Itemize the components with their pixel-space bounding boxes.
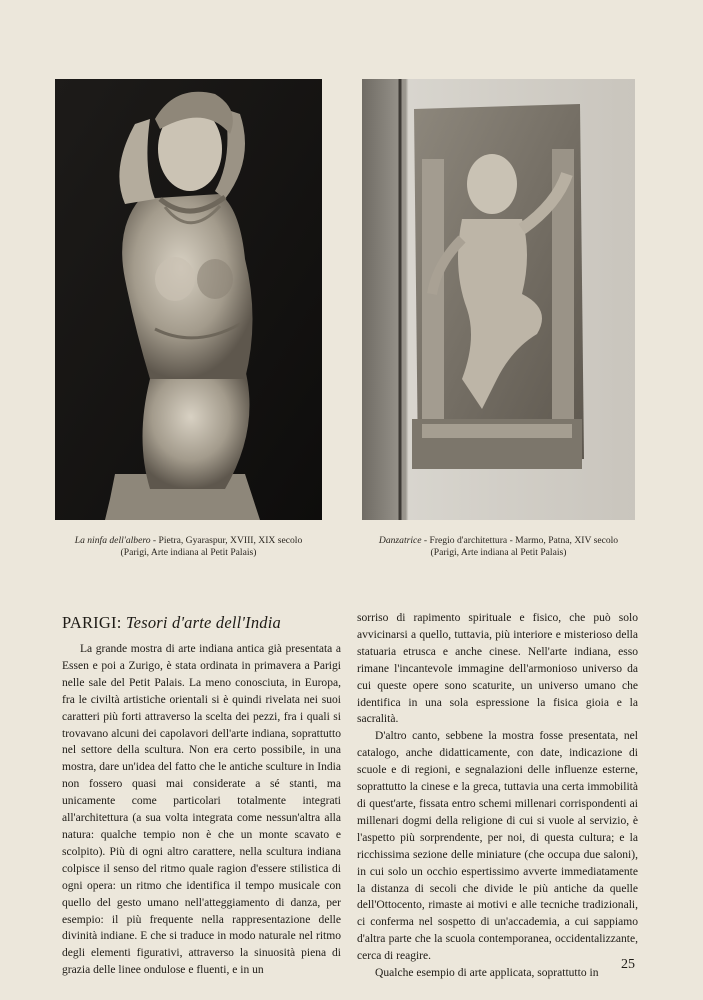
article-subtitle: Tesori d'arte dell'India: [125, 613, 281, 632]
caption-dancer: [362, 535, 635, 558]
caption-line: [55, 535, 322, 547]
article-paragraph: Qualche esempio di arte applicata, soprattutto in: [375, 967, 599, 980]
page-number: 25: [621, 957, 635, 972]
article-paragraph: La grande mostra di arte indiana antica già presentata a Essen e poi a Zurigo, è stata ordinata in primavera a Parigi nelle sale del Petit Palais. La meno conosciuta, in Europa, fra le civiltà artistiche orientali si è quindi rivelata nei suoi caratteri più forti attraverso la scelta dei pezzi, fra i quali si trovavano alcuni dei capolavori dell'arte indiana, soprattutto nel settore della scultura. Non era certo possibile, in una mostra, dare un'idea del fatto che le antiche sculture in India non fossero quasi mai considerate a sé stanti, ma unicamente come particolari totalmente integrati all'architettura (a sua volta integrata come nessun'altra alla natura: qualche tempio non è che un monte scavato e scolpito). Più di ogni altro carattere, nella scultura indiana colpisce il senso del ritmo quale ragion d'essere stilistica di ogni opera: un ritmo che identifica il tempo musicale con quello del gesto umano nell'atteggiamento di danza, per esempio: il più frequente nella rappresentazione delle divinità indiane. E che si traduce in modo naturale nel ritmo degli elementi figurativi, attraverso la sinuosità piena di grazia delle linee ondulose e fluenti, e in un: [62, 643, 341, 977]
article-title-city: PARIGI:: [62, 613, 122, 632]
article-paragraph-continued: sorriso di rapimento spirituale e fisico, che può solo avvicinarsi a quello, tuttavia, più interiore e misterioso della statuaria etrusca e anche cinese. Nell'arte indiana, esso rimane l'incantevole immagine dell'armonioso universo da cui queste opere sono scaturite, un universo umano che identifica in una sola espressione la fisica gioia e la sacralità.: [357, 612, 638, 726]
article-column-left: [62, 641, 341, 979]
article-paragraph: D'altro canto, sebbene la mostra fosse presentata, nel catalogo, anche didatticamente, con date, indicazione di scuole e di regioni, e segnalazioni delle influenze esterne, soprattutto la cinese e la greca, tuttavia una certa immobilità di quest'arte, fissata entro schemi millenari corrispondenti ai millenari dogmi della religione di cui si vuole al servizio, è l'aspetto più sorprendente, per noi, di questa cultura; e la ricchissima sezione delle miniature (che occupa due saloni), in cui solo un occhio espertissimo avverte immediatamente la distanza di secoli che divide le più antiche da quelle dell'Ottocento, rimaste ai motivi e alle tecniche tradizionali, ci conferma nel sospetto di un'accademia, a cui sappiamo d'altra parte che la scuola contemporanea, occidentalizzante, cerca di reagire.: [357, 730, 638, 963]
dancer-relief-image: [362, 79, 635, 520]
caption-line: [362, 535, 635, 547]
caption-description: - Fregio d'architettura - Marmo, Patna, XIV secolo: [421, 535, 619, 546]
article-column-right: [357, 610, 638, 982]
caption-title: Danzatrice: [378, 535, 422, 546]
caption-tree-nymph: [55, 535, 322, 558]
caption-title: La ninfa dell'albero: [74, 535, 151, 546]
tree-nymph-sculpture-image: [55, 79, 322, 520]
caption-location: (Parigi, Arte indiana al Petit Palais): [120, 546, 257, 558]
caption-description: - Pietra, Gyaraspur, XVIII, XIX secolo: [150, 535, 303, 546]
caption-location: (Parigi, Arte indiana al Petit Palais): [430, 546, 567, 558]
photo-dancer-relief: [362, 79, 635, 520]
article-title: [62, 613, 281, 633]
photo-tree-nymph: [55, 79, 322, 520]
